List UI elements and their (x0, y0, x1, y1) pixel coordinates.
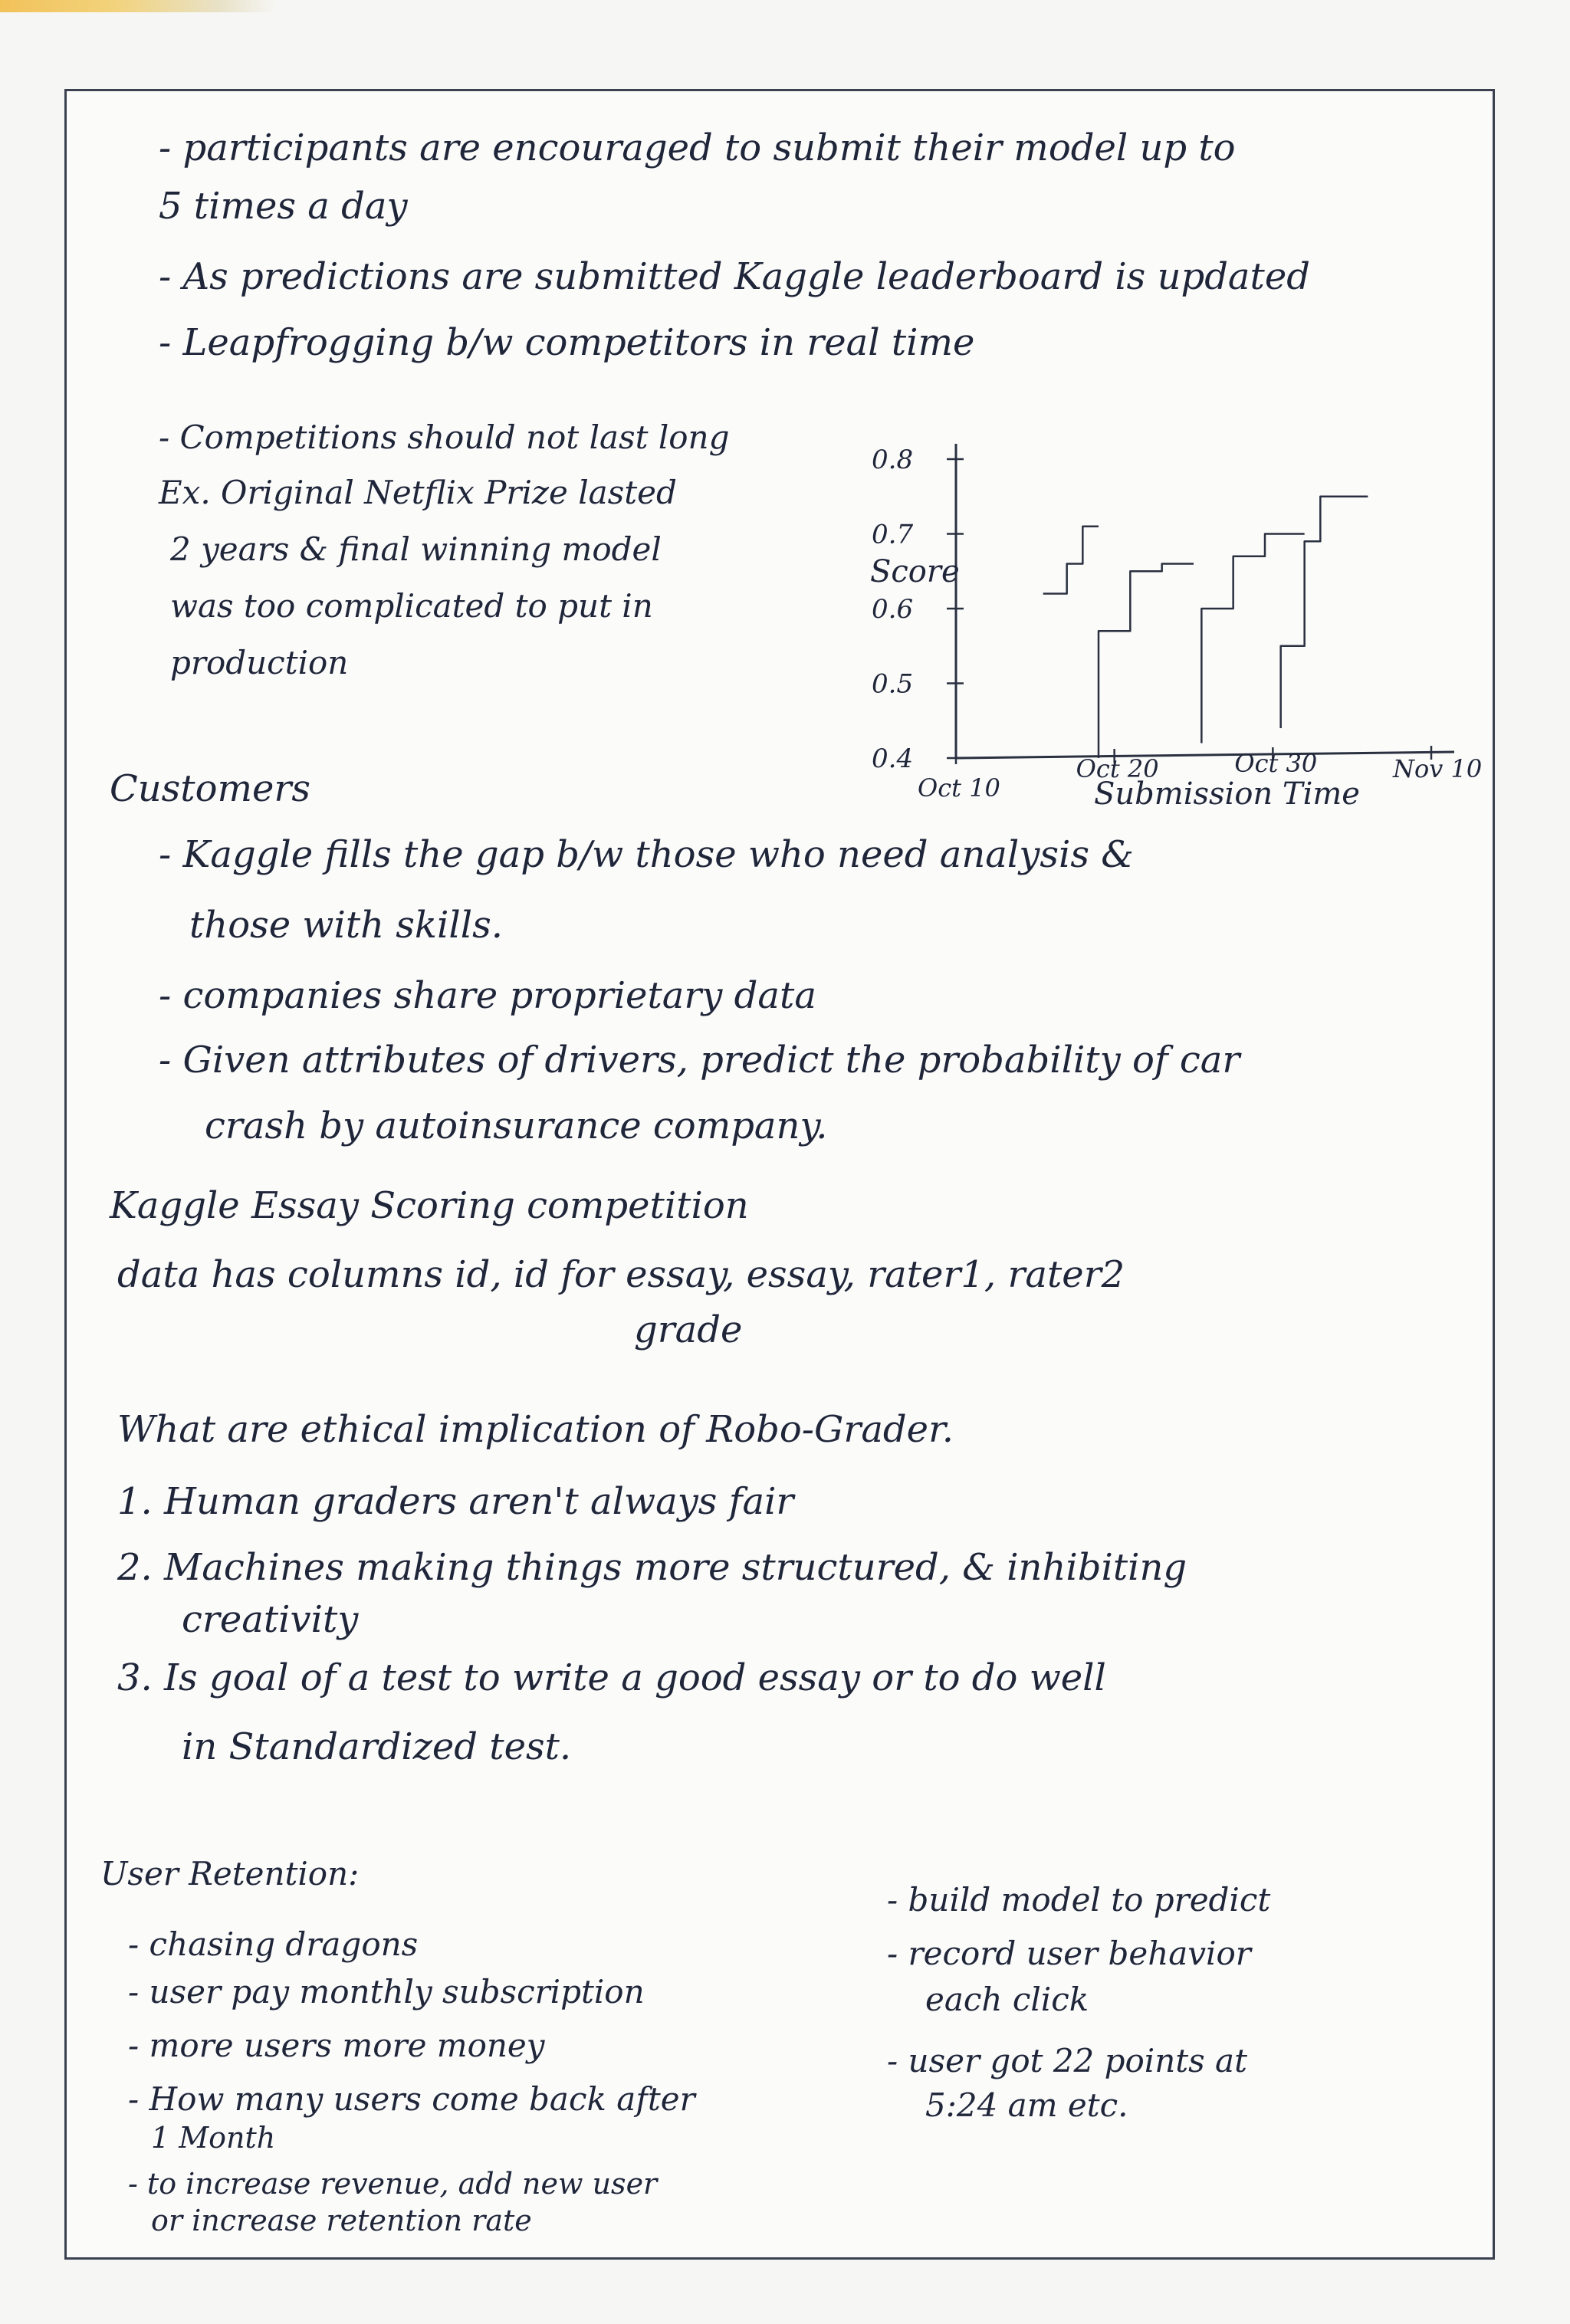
section-heading: Customers (110, 767, 310, 810)
note-line: - user pay monthly subscription (128, 1973, 645, 2011)
note-line: Ex. Original Netflix Prize lasted (159, 474, 677, 511)
note-line: 5:24 am etc. (925, 2086, 1128, 2124)
note-line: in Standardized test. (182, 1725, 572, 1768)
y-tick-label: 0.4 (872, 743, 914, 774)
tape-strip (0, 0, 276, 12)
note-line: was too complicated to put in (170, 587, 653, 625)
note-line: 5 times a day (159, 185, 408, 228)
x-axis-line (956, 752, 1454, 758)
note-line: - to increase revenue, add new user (128, 2167, 658, 2201)
note-line: - companies share proprietary data (159, 974, 816, 1017)
note-line: - participants are encouraged to submit their model up to (159, 126, 1236, 169)
series-line (1099, 564, 1194, 759)
note-line: - Kaggle fills the gap b/w those who need analysis & (159, 833, 1134, 876)
notebook-page (64, 89, 1495, 2260)
score-chart (864, 390, 1493, 881)
chart-axes (956, 444, 1454, 758)
note-line: 3. Is goal of a test to write a good essay or to do well (117, 1656, 1106, 1699)
note-line: production (170, 644, 349, 681)
chart-series-group (1043, 497, 1368, 758)
section-heading: User Retention: (100, 1855, 360, 1892)
note-line: crash by autoinsurance company. (205, 1105, 828, 1147)
note-line: - chasing dragons (128, 1925, 419, 1963)
note-line: grade (634, 1308, 743, 1351)
note-line: - record user behavior (887, 1935, 1251, 1972)
x-tick-label: Oct 10 (918, 773, 1000, 803)
note-line: - Given attributes of drivers, predict the probability of car (159, 1039, 1240, 1082)
series-line (1281, 497, 1368, 728)
y-tick-label: 0.5 (872, 668, 914, 700)
note-line: - As predictions are submitted Kaggle leaderboard is updated (159, 255, 1310, 298)
section-heading: What are ethical implication of Robo-Grader. (117, 1408, 954, 1451)
note-line: 2 years & final winning model (170, 530, 662, 568)
note-line: - Competitions should not last long (159, 419, 730, 456)
note-line: 2. Machines making things more structured, & inhibiting (117, 1546, 1187, 1589)
chart-ticks (872, 445, 1482, 803)
note-line: those with skills. (189, 904, 503, 947)
note-line: or increase retention rate (151, 2204, 532, 2237)
section-heading: Kaggle Essay Scoring competition (110, 1184, 749, 1227)
chart-ylabel: Score (870, 554, 960, 589)
x-tick-label: Oct 20 (1076, 754, 1159, 783)
y-tick-label: 0.7 (872, 519, 914, 550)
note-line: creativity (182, 1598, 359, 1641)
series-line (1201, 534, 1304, 743)
note-line: - build model to predict (887, 1881, 1271, 1919)
y-tick-label: 0.8 (872, 445, 914, 475)
series-line (1043, 527, 1099, 594)
note-line: 1. Human graders aren't always fair (117, 1480, 794, 1523)
note-line: - more users more money (128, 2027, 545, 2064)
note-line: - How many users come back after (128, 2080, 695, 2118)
x-tick-label: Nov 10 (1393, 754, 1483, 783)
note-line: 1 Month (151, 2121, 276, 2155)
chart-xlabel: Submission Time (1094, 776, 1360, 812)
note-line: each click (925, 1981, 1089, 2018)
note-line: data has columns id, id for essay, essay, rater1, rater2 (117, 1253, 1125, 1296)
note-line: - Leapfrogging b/w competitors in real time (159, 321, 975, 364)
y-tick-label: 0.6 (872, 594, 914, 625)
note-line: - user got 22 points at (887, 2042, 1247, 2079)
x-tick-label: Oct 30 (1234, 749, 1318, 778)
